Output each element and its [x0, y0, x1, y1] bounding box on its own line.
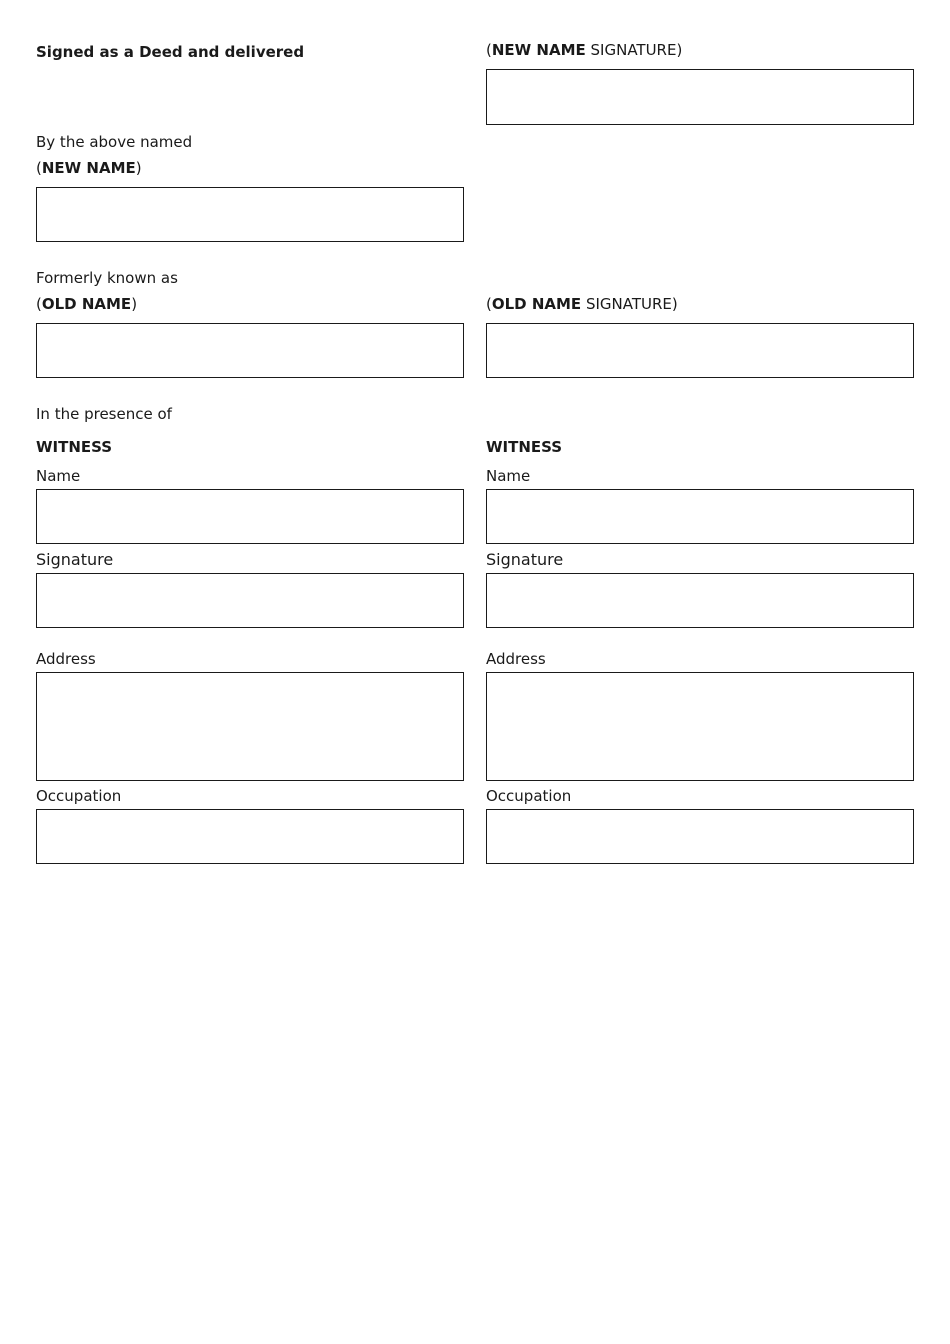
- witness-1-title: WITNESS: [36, 438, 113, 456]
- witness-1-name-field[interactable]: [36, 489, 464, 544]
- witness-1-signature-field[interactable]: [36, 573, 464, 628]
- witness-2-name-label: Name: [486, 467, 531, 485]
- new-name-field[interactable]: [36, 187, 464, 242]
- witness-2-signature-label: Signature: [486, 550, 564, 569]
- new-name-signature-field[interactable]: [486, 69, 914, 125]
- witness-2-address-field[interactable]: [486, 672, 914, 781]
- new-name-signature-label: (NEW NAME SIGNATURE): [486, 41, 683, 59]
- by-above-named-label: By the above named: [36, 133, 193, 151]
- deed-heading: Signed as a Deed and delivered: [36, 43, 305, 61]
- witness-2-occupation-field[interactable]: [486, 809, 914, 864]
- witness-2-occupation-label: Occupation: [486, 787, 572, 805]
- witness-2-title: WITNESS: [486, 438, 563, 456]
- witness-1-occupation-label: Occupation: [36, 787, 122, 805]
- witness-2-signature-field[interactable]: [486, 573, 914, 628]
- witness-1-signature-label: Signature: [36, 550, 114, 569]
- new-name-label: (NEW NAME): [36, 159, 142, 177]
- old-name-signature-label: (OLD NAME SIGNATURE): [486, 295, 678, 313]
- witness-1-occupation-field[interactable]: [36, 809, 464, 864]
- formerly-known-as-label: Formerly known as: [36, 269, 178, 287]
- witness-1-name-label: Name: [36, 467, 81, 485]
- presence-of-label: In the presence of: [36, 405, 172, 423]
- old-name-signature-field[interactable]: [486, 323, 914, 378]
- old-name-field[interactable]: [36, 323, 464, 378]
- witness-2-address-label: Address: [486, 650, 546, 668]
- witness-1-address-label: Address: [36, 650, 96, 668]
- witness-1-address-field[interactable]: [36, 672, 464, 781]
- witness-2-name-field[interactable]: [486, 489, 914, 544]
- old-name-label: (OLD NAME): [36, 295, 138, 313]
